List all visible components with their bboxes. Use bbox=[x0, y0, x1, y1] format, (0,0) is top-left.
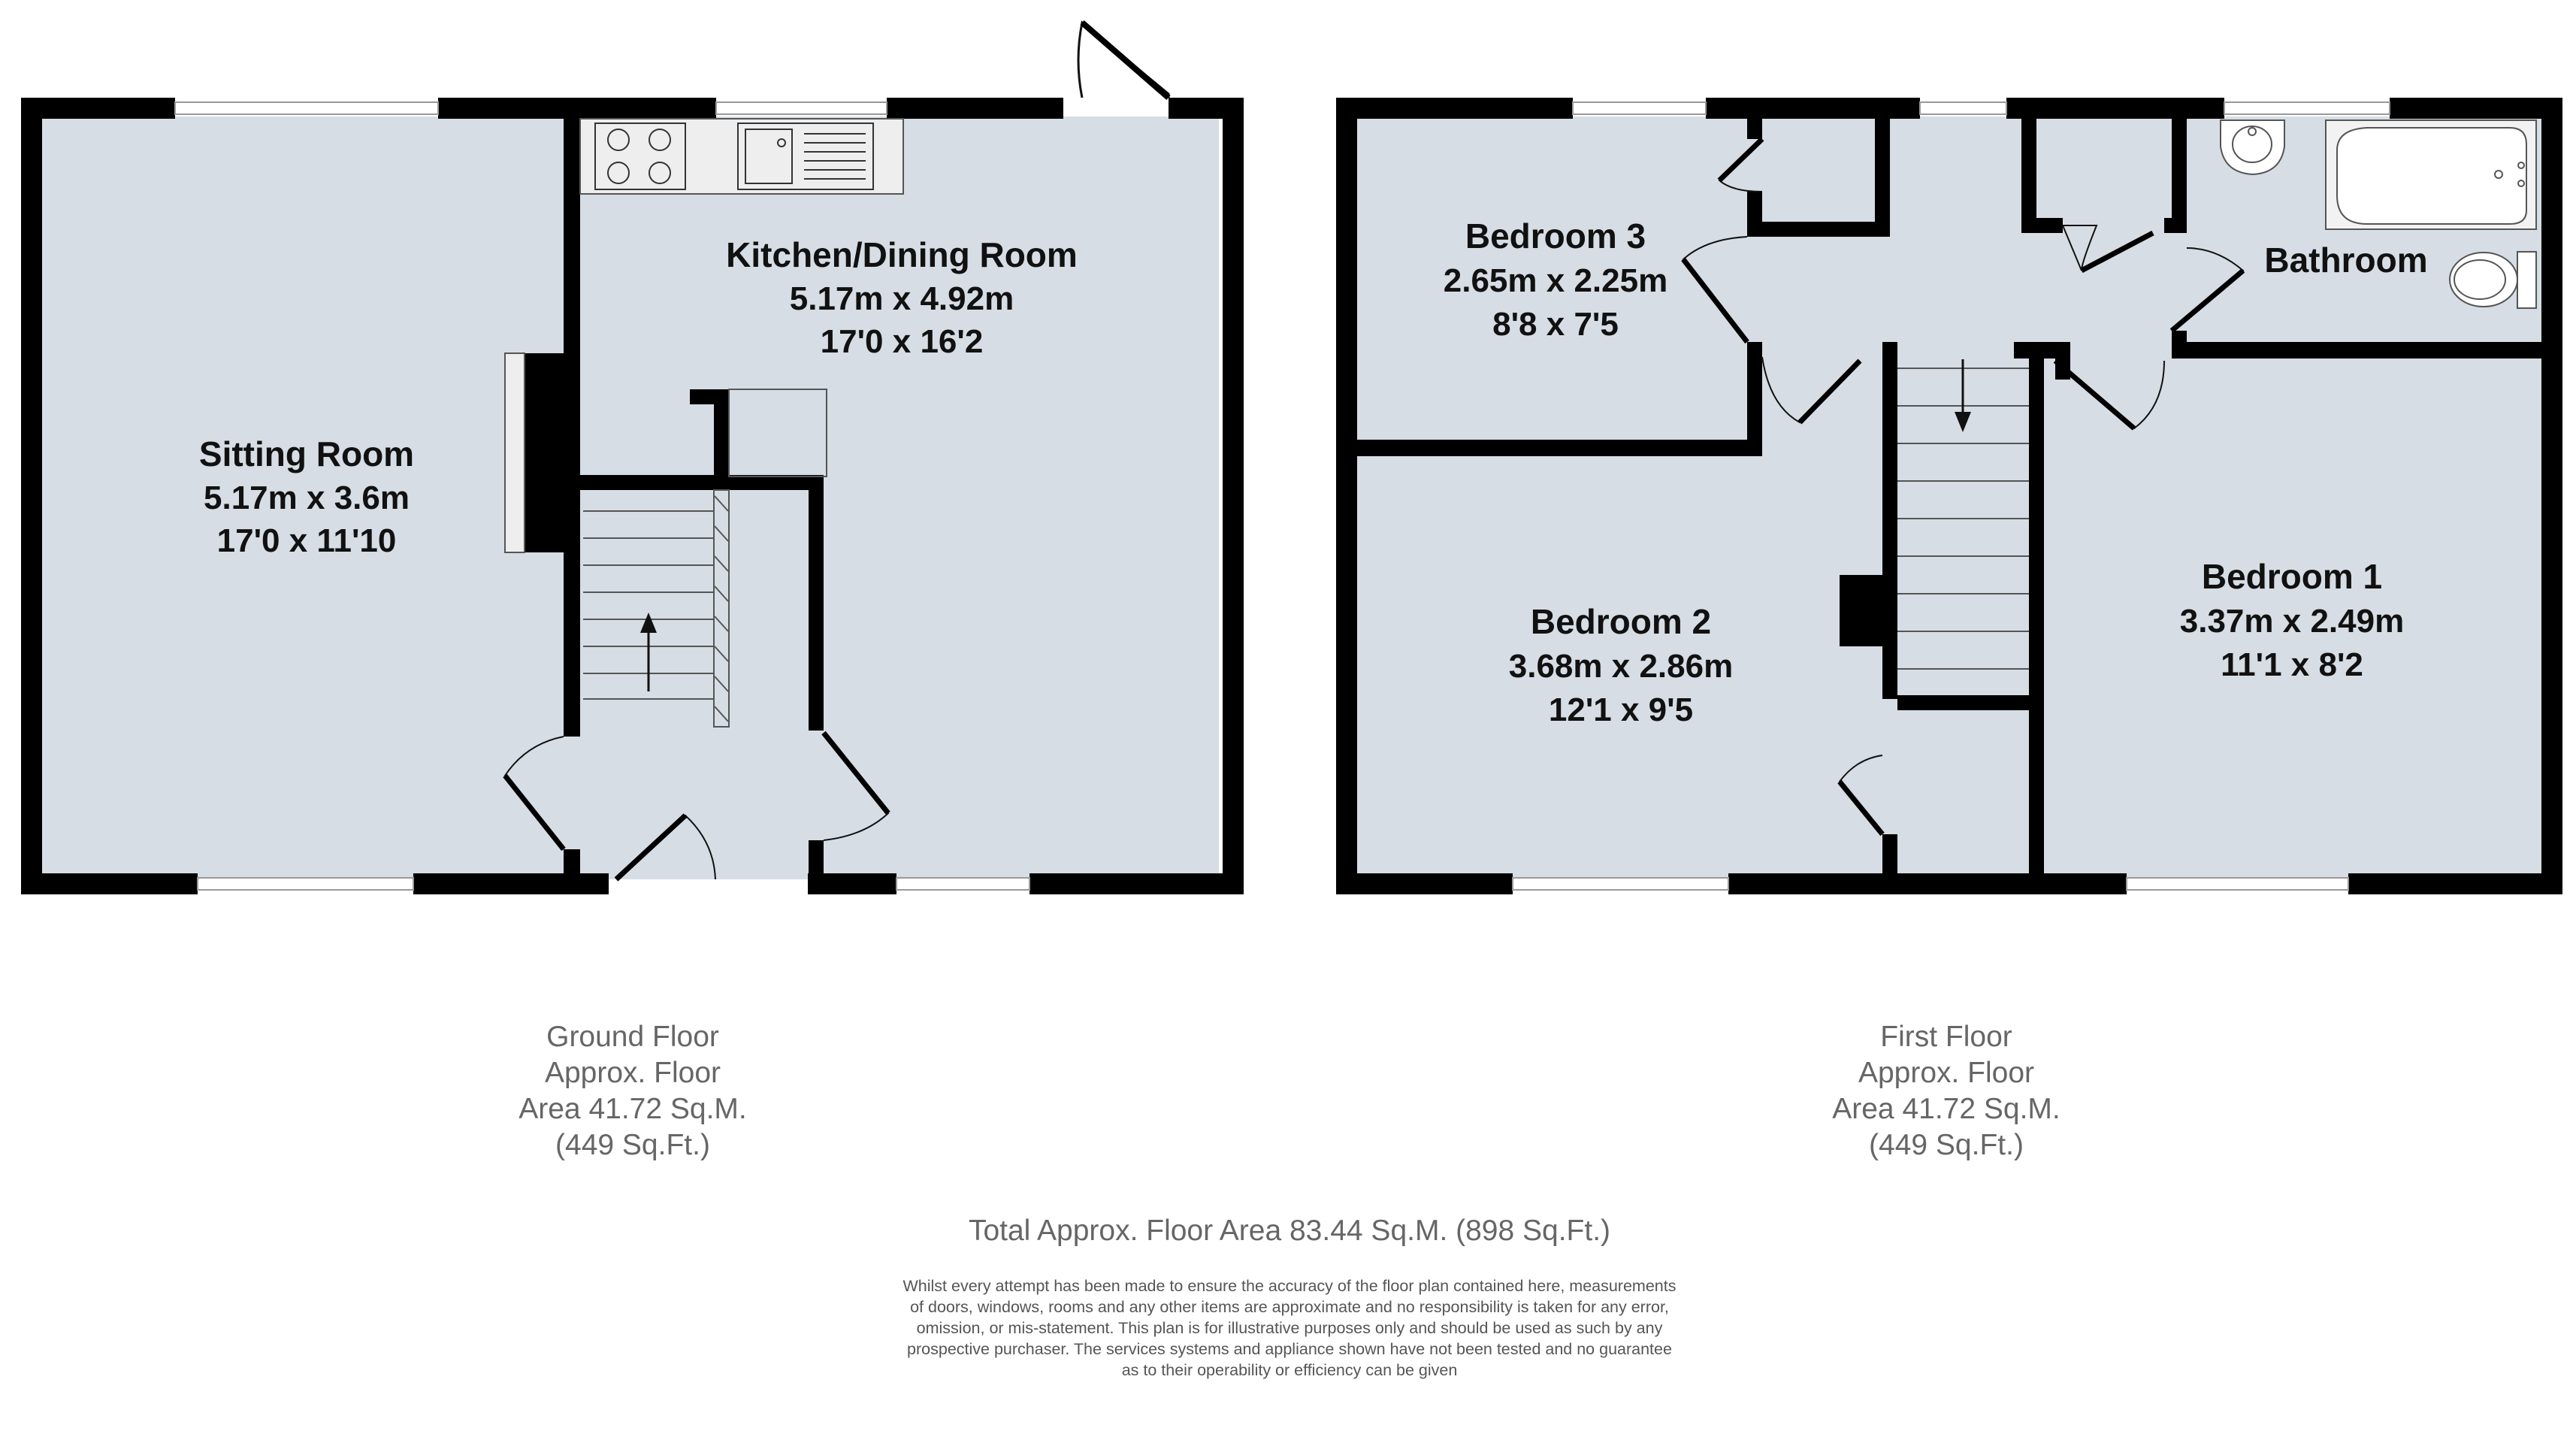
bedroom-3-imperial: 8'8 x 7'5 bbox=[1492, 306, 1619, 343]
sliding-door-window bbox=[175, 102, 438, 114]
disclaimer-line: as to their operability or efficiency can be given bbox=[1121, 1361, 1458, 1379]
bedroom-1-name: Bedroom 1 bbox=[2201, 557, 2383, 596]
bedroom-3-name: Bedroom 3 bbox=[1465, 216, 1646, 256]
sitting-room-front-window bbox=[198, 878, 413, 890]
bathroom-label bbox=[2264, 241, 2427, 280]
bedroom-3-window bbox=[1573, 102, 1706, 114]
sitting-room-name: Sitting Room bbox=[198, 434, 415, 473]
kitchen-dining-room-floor bbox=[574, 116, 1219, 879]
disclaimer-line: of doors, windows, rooms and any other items are approximate and no responsibility is taken for any error, bbox=[910, 1298, 1669, 1316]
bedroom-2-imperial: 12'1 x 9'5 bbox=[1548, 691, 1694, 728]
kitchen-worktop bbox=[580, 119, 903, 194]
bedroom-1-window bbox=[2127, 878, 2348, 890]
bedroom-2-metric: 3.68m x 2.86m bbox=[1508, 648, 1734, 685]
first-floor-caption-line: Area 41.72 Sq.M. bbox=[1832, 1093, 2060, 1125]
basin-icon bbox=[2221, 120, 2284, 174]
landing-window bbox=[1920, 102, 2006, 114]
sitting-room-imperial: 17'0 x 11'10 bbox=[216, 522, 397, 559]
disclaimer bbox=[903, 1277, 1677, 1379]
bedroom-3-metric: 2.65m x 2.25m bbox=[1443, 262, 1668, 299]
disclaimer-line: prospective purchaser. The services systems and appliance shown have not been tested and no guarantee bbox=[907, 1340, 1672, 1358]
bedroom-1-imperial: 11'1 x 8'2 bbox=[2221, 646, 2363, 683]
first-floor-caption-line: First Floor bbox=[1880, 1021, 2012, 1053]
total-floor-area: Total Approx. Floor Area 83.44 Sq.M. (898 Sq.Ft.) bbox=[968, 1215, 1611, 1247]
bathroom-name: Bathroom bbox=[2264, 241, 2428, 280]
ground-floor-plan bbox=[21, 23, 1244, 894]
sitting-room-label bbox=[199, 434, 414, 559]
disclaimer-line: Whilst every attempt has been made to ensure the accuracy of the floor plan contained here, measurements bbox=[903, 1277, 1677, 1295]
kitchen-dining-room-metric: 5.17m x 4.92m bbox=[789, 280, 1014, 317]
toilet-icon bbox=[2450, 252, 2536, 308]
ground-floor-caption-line: Approx. Floor bbox=[544, 1057, 721, 1089]
first-floor-plan bbox=[1336, 98, 2562, 894]
kitchen-window bbox=[716, 102, 887, 114]
fireplace-hearth bbox=[505, 353, 525, 552]
ground-floor-caption bbox=[519, 1021, 747, 1161]
bedroom-2-chimney-breast bbox=[1840, 575, 1882, 646]
first-floor-caption-line: Approx. Floor bbox=[1858, 1057, 2035, 1089]
bath-icon bbox=[2326, 120, 2536, 229]
first-floor-caption bbox=[1832, 1021, 2060, 1161]
bedroom-1-metric: 3.37m x 2.49m bbox=[2179, 603, 2405, 640]
ground-floor-caption-line: Ground Floor bbox=[546, 1021, 719, 1053]
kitchen-dining-room-imperial: 17'0 x 16'2 bbox=[820, 323, 984, 360]
ground-floor-caption-line: (449 Sq.Ft.) bbox=[555, 1129, 710, 1161]
bedroom-2-name: Bedroom 2 bbox=[1530, 602, 1712, 641]
first-floor-caption-line: (449 Sq.Ft.) bbox=[1869, 1129, 2024, 1161]
disclaimer-line: omission, or mis-statement. This plan is for illustrative purposes only and should be used as such by any bbox=[916, 1319, 1663, 1337]
bathroom-window bbox=[2224, 102, 2390, 114]
kitchen-front-window bbox=[896, 878, 1029, 890]
kitchen-dining-room-name: Kitchen/Dining Room bbox=[726, 235, 1078, 274]
sitting-room-metric: 5.17m x 3.6m bbox=[204, 480, 410, 516]
bedroom-2-window bbox=[1513, 878, 1728, 890]
ground-floor-caption-line: Area 41.72 Sq.M. bbox=[519, 1093, 747, 1125]
